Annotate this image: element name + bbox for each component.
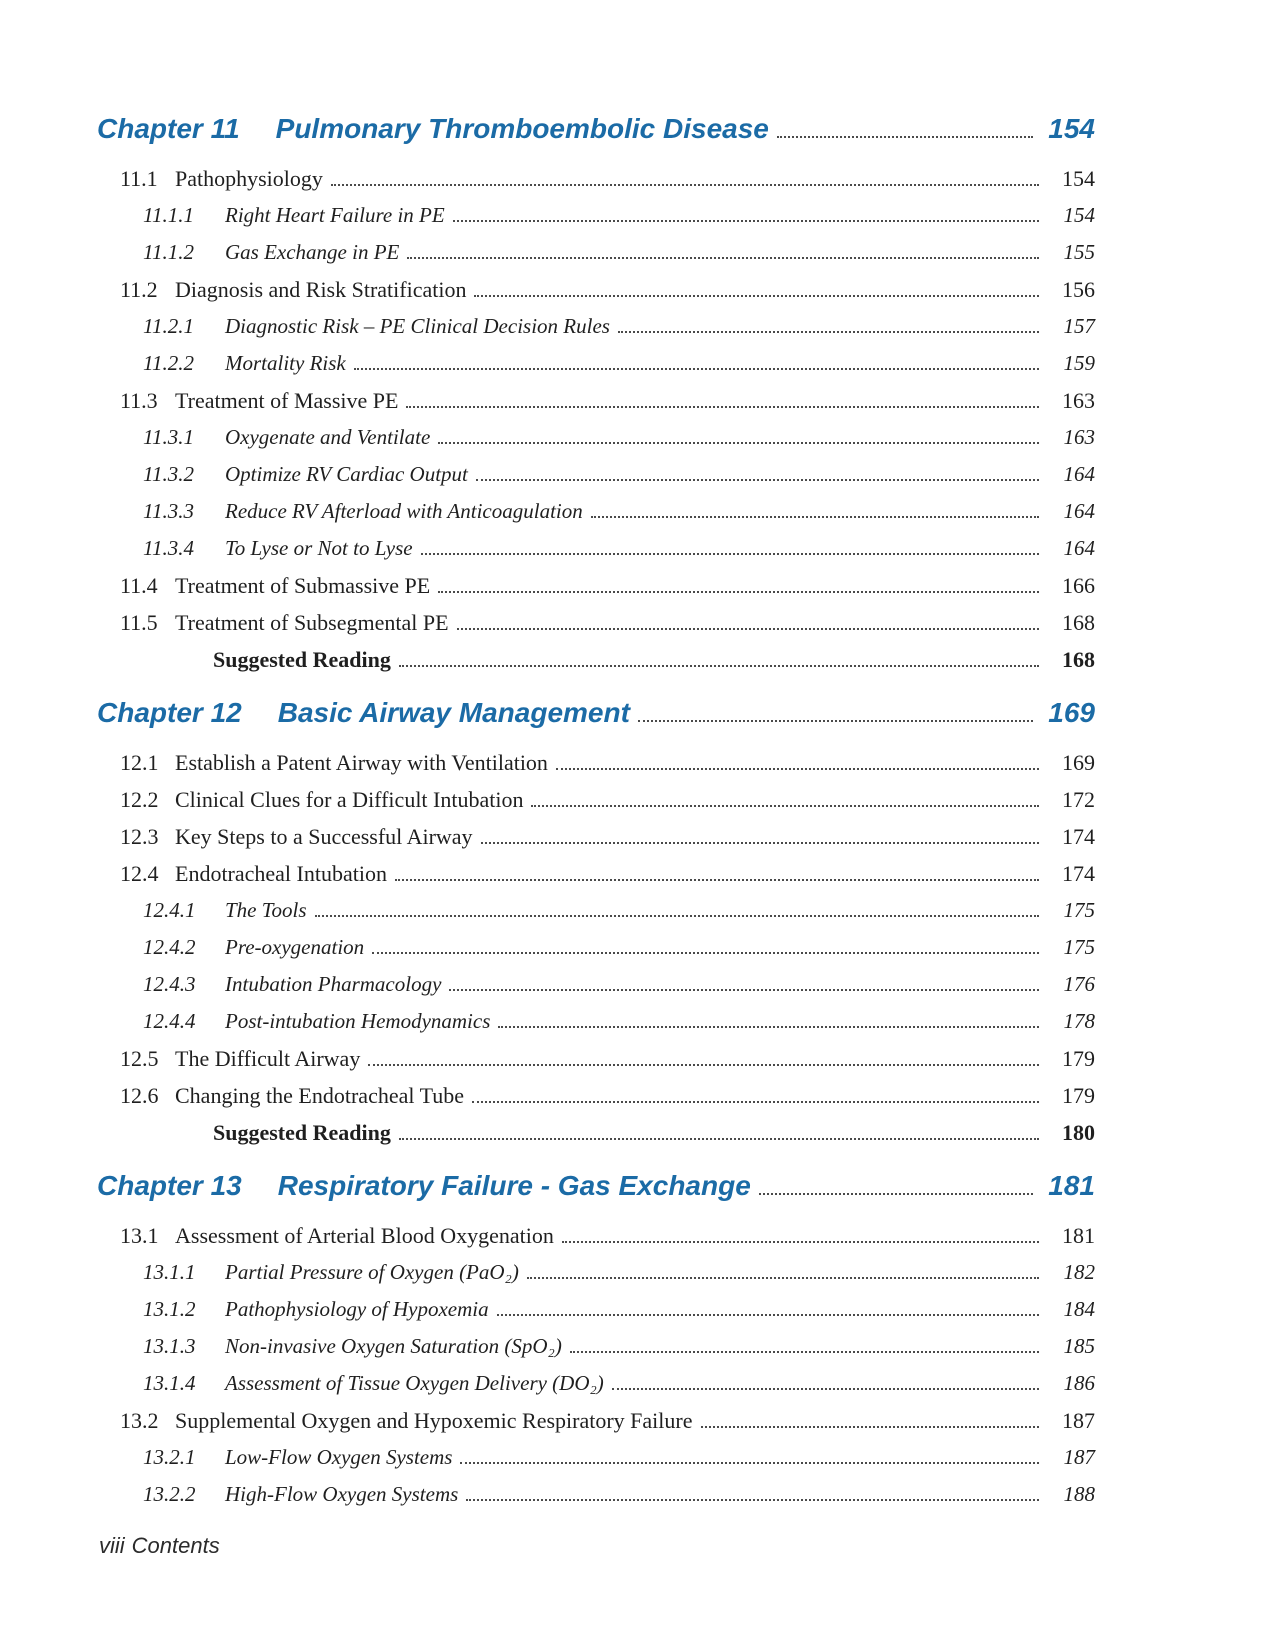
section-number: 11.3.1 bbox=[143, 425, 194, 449]
section-number: 12.2 bbox=[120, 787, 159, 812]
leader-dots bbox=[457, 628, 1039, 630]
leader-dots bbox=[331, 184, 1039, 186]
page-number: 164 bbox=[1063, 462, 1095, 486]
chapter-title: Basic Airway Management bbox=[277, 697, 630, 728]
section-number: 11.2.1 bbox=[143, 314, 194, 338]
section-number: 11.4 bbox=[120, 573, 158, 598]
leader-dots bbox=[562, 1241, 1039, 1243]
toc-entry bbox=[97, 744, 1095, 781]
section-number: 12.6 bbox=[120, 1083, 159, 1108]
leader-dots bbox=[618, 331, 1039, 333]
chapter-page-number: 154 bbox=[1048, 113, 1095, 144]
leader-dots bbox=[395, 879, 1039, 881]
section-number: 13.1.4 bbox=[143, 1371, 196, 1395]
chapter-heading bbox=[97, 1169, 1095, 1203]
leader-dots bbox=[498, 1026, 1039, 1028]
section-title: Intubation Pharmacology bbox=[225, 972, 442, 996]
toc-entry bbox=[97, 1328, 1095, 1365]
page-number: 163 bbox=[1063, 425, 1095, 449]
toc-entry bbox=[97, 1217, 1095, 1254]
page-number: 168 bbox=[1062, 647, 1095, 672]
leader-dots bbox=[438, 591, 1039, 593]
section-title: Suggested Reading bbox=[213, 647, 391, 672]
leader-dots bbox=[315, 915, 1039, 917]
section-title: Mortality Risk bbox=[225, 351, 346, 375]
section-number: 12.4.2 bbox=[143, 935, 196, 959]
toc-entry bbox=[97, 1291, 1095, 1328]
toc-entry bbox=[97, 1476, 1095, 1513]
section-title: Pathophysiology bbox=[175, 166, 323, 191]
section-title: Treatment of Massive PE bbox=[175, 388, 399, 413]
leader-dots bbox=[406, 406, 1039, 408]
toc-entry-suggested-reading bbox=[97, 641, 1095, 678]
leader-dots bbox=[701, 1426, 1040, 1428]
section-title: To Lyse or Not to Lyse bbox=[225, 536, 413, 560]
section-title: Key Steps to a Successful Airway bbox=[175, 824, 473, 849]
section-title: Partial Pressure of Oxygen (PaO₂) bbox=[225, 1260, 519, 1284]
section-title: Supplemental Oxygen and Hypoxemic Respiratory Failure bbox=[175, 1408, 693, 1433]
section-title: Establish a Patent Airway with Ventilation bbox=[175, 750, 548, 775]
page-number: 184 bbox=[1063, 1297, 1095, 1321]
chapter-number: Chapter 13 bbox=[97, 1170, 242, 1201]
leader-dots bbox=[474, 295, 1039, 297]
leader-dots bbox=[460, 1462, 1039, 1464]
section-number: 11.2.2 bbox=[143, 351, 194, 375]
toc-entry bbox=[97, 271, 1095, 308]
toc-entry bbox=[97, 160, 1095, 197]
chapter-heading bbox=[97, 112, 1095, 146]
toc-entry bbox=[97, 1254, 1095, 1291]
page-number: 166 bbox=[1062, 573, 1095, 598]
section-number: 11.1.2 bbox=[143, 240, 194, 264]
leader-dots bbox=[556, 768, 1039, 770]
section-number: 11.2 bbox=[120, 277, 158, 302]
section-title: Endotracheal Intubation bbox=[175, 861, 387, 886]
section-title: Post-intubation Hemodynamics bbox=[225, 1009, 491, 1033]
section-number: 11.1 bbox=[120, 166, 158, 191]
page-number: 154 bbox=[1062, 166, 1095, 191]
section-number: 12.4.1 bbox=[143, 898, 196, 922]
page-number: 186 bbox=[1063, 1371, 1095, 1395]
chapter-page-number: 181 bbox=[1048, 1170, 1095, 1201]
leader-dots bbox=[372, 952, 1039, 954]
section-title: Treatment of Submassive PE bbox=[175, 573, 431, 598]
section-title: Treatment of Subsegmental PE bbox=[175, 610, 449, 635]
leader-dots bbox=[777, 136, 1033, 138]
chapter-number: Chapter 11 bbox=[97, 113, 240, 144]
leader-dots bbox=[466, 1499, 1039, 1501]
section-number: 11.1.1 bbox=[143, 203, 194, 227]
leader-dots bbox=[481, 842, 1039, 844]
section-number: 12.4.3 bbox=[143, 972, 196, 996]
section-number: 11.3 bbox=[120, 388, 158, 413]
leader-dots bbox=[438, 442, 1039, 444]
leader-dots bbox=[570, 1351, 1039, 1353]
section-title: Optimize RV Cardiac Output bbox=[225, 462, 468, 486]
section-title: Non-invasive Oxygen Saturation (SpO₂) bbox=[225, 1334, 562, 1358]
toc-entry bbox=[97, 234, 1095, 271]
toc-entry bbox=[97, 1040, 1095, 1077]
toc-entry bbox=[97, 892, 1095, 929]
section-title: The Tools bbox=[225, 898, 307, 922]
section-title: Reduce RV Afterload with Anticoagulation bbox=[225, 499, 583, 523]
leader-dots bbox=[527, 1277, 1039, 1279]
section-number: 11.3.4 bbox=[143, 536, 194, 560]
leader-dots bbox=[612, 1388, 1039, 1390]
toc-entry bbox=[97, 493, 1095, 530]
toc-entry bbox=[97, 1003, 1095, 1040]
leader-dots bbox=[399, 665, 1039, 667]
chapter-number: Chapter 12 bbox=[97, 697, 242, 728]
toc-entry bbox=[97, 197, 1095, 234]
section-number: 12.3 bbox=[120, 824, 159, 849]
section-number: 13.1.3 bbox=[143, 1334, 196, 1358]
section-number: 12.1 bbox=[120, 750, 159, 775]
section-title: Oxygenate and Ventilate bbox=[225, 425, 431, 449]
page-number: 178 bbox=[1063, 1009, 1095, 1033]
leader-dots bbox=[476, 479, 1039, 481]
toc-entry bbox=[97, 456, 1095, 493]
section-number: 13.1 bbox=[120, 1223, 159, 1248]
toc-entry bbox=[97, 419, 1095, 456]
chapter-heading bbox=[97, 696, 1095, 730]
toc-entry bbox=[97, 966, 1095, 1003]
page-number: 180 bbox=[1062, 1120, 1095, 1145]
leader-dots bbox=[407, 257, 1039, 259]
toc-entry bbox=[97, 855, 1095, 892]
toc-entry-suggested-reading bbox=[97, 1114, 1095, 1151]
page-number: 187 bbox=[1063, 1445, 1095, 1469]
section-number: 12.5 bbox=[120, 1046, 159, 1071]
page-number: 157 bbox=[1063, 314, 1095, 338]
section-title: High-Flow Oxygen Systems bbox=[225, 1482, 459, 1506]
section-title: Right Heart Failure in PE bbox=[225, 203, 445, 227]
page-number: 188 bbox=[1063, 1482, 1095, 1506]
section-title: The Difficult Airway bbox=[175, 1046, 361, 1071]
toc-entry bbox=[97, 604, 1095, 641]
leader-dots bbox=[591, 516, 1039, 518]
toc-entry bbox=[97, 308, 1095, 345]
toc-entry bbox=[97, 1077, 1095, 1114]
section-title: Low-Flow Oxygen Systems bbox=[225, 1445, 453, 1469]
page-number: 154 bbox=[1063, 203, 1095, 227]
section-title: Gas Exchange in PE bbox=[225, 240, 400, 264]
page-number: 168 bbox=[1062, 610, 1095, 635]
section-number: 11.3.2 bbox=[143, 462, 194, 486]
page-number: 169 bbox=[1062, 750, 1095, 775]
page-number: 187 bbox=[1062, 1408, 1095, 1433]
chapter-page-number: 169 bbox=[1048, 697, 1095, 728]
page-number: 174 bbox=[1062, 861, 1095, 886]
page-number: 156 bbox=[1062, 277, 1095, 302]
leader-dots bbox=[453, 220, 1039, 222]
section-number: 11.5 bbox=[120, 610, 158, 635]
page-number: 175 bbox=[1063, 935, 1095, 959]
page-number: 182 bbox=[1063, 1260, 1095, 1284]
footer-page-number: viii bbox=[99, 1533, 125, 1558]
chapter-title: Respiratory Failure - Gas Exchange bbox=[277, 1170, 751, 1201]
leader-dots bbox=[354, 368, 1039, 370]
page-number: 159 bbox=[1063, 351, 1095, 375]
section-title: Assessment of Arterial Blood Oxygenation bbox=[175, 1223, 554, 1248]
toc-entry bbox=[97, 818, 1095, 855]
page-number: 185 bbox=[1063, 1334, 1095, 1358]
page-number: 176 bbox=[1063, 972, 1095, 996]
chapter-title: Pulmonary Thromboembolic Disease bbox=[275, 113, 769, 144]
page-number: 164 bbox=[1063, 499, 1095, 523]
toc-entry bbox=[97, 929, 1095, 966]
section-title: Suggested Reading bbox=[213, 1120, 391, 1145]
page-footer bbox=[99, 1533, 227, 1559]
page-number: 164 bbox=[1063, 536, 1095, 560]
toc-entry bbox=[97, 781, 1095, 818]
leader-dots bbox=[449, 989, 1039, 991]
page-number: 155 bbox=[1063, 240, 1095, 264]
section-number: 13.1.1 bbox=[143, 1260, 196, 1284]
toc-entry bbox=[97, 382, 1095, 419]
toc-entry bbox=[97, 1402, 1095, 1439]
section-title: Clinical Clues for a Difficult Intubation bbox=[175, 787, 524, 812]
page-number: 174 bbox=[1062, 824, 1095, 849]
leader-dots bbox=[497, 1314, 1039, 1316]
section-title: Assessment of Tissue Oxygen Delivery (DO₂) bbox=[225, 1371, 604, 1395]
toc-entry bbox=[97, 1439, 1095, 1476]
toc-entry bbox=[97, 345, 1095, 382]
section-title: Pre-oxygenation bbox=[225, 935, 365, 959]
page-number: 179 bbox=[1062, 1083, 1095, 1108]
section-number: 13.2 bbox=[120, 1408, 159, 1433]
toc-entry bbox=[97, 1365, 1095, 1402]
page-number: 181 bbox=[1062, 1223, 1095, 1248]
table-of-contents bbox=[97, 112, 1095, 1513]
footer-section-label: Contents bbox=[131, 1533, 220, 1558]
section-title: Diagnosis and Risk Stratification bbox=[175, 277, 467, 302]
section-title: Changing the Endotracheal Tube bbox=[175, 1083, 465, 1108]
section-number: 13.1.2 bbox=[143, 1297, 196, 1321]
section-number: 12.4.4 bbox=[143, 1009, 196, 1033]
section-number: 12.4 bbox=[120, 861, 159, 886]
section-number: 13.2.1 bbox=[143, 1445, 196, 1469]
section-title: Diagnostic Risk – PE Clinical Decision Rules bbox=[225, 314, 610, 338]
toc-entry bbox=[97, 530, 1095, 567]
leader-dots bbox=[531, 805, 1039, 807]
leader-dots bbox=[399, 1138, 1039, 1140]
page-number: 163 bbox=[1062, 388, 1095, 413]
leader-dots bbox=[638, 720, 1033, 722]
page-number: 172 bbox=[1062, 787, 1095, 812]
toc-entry bbox=[97, 567, 1095, 604]
leader-dots bbox=[759, 1193, 1033, 1195]
section-title: Pathophysiology of Hypoxemia bbox=[225, 1297, 489, 1321]
leader-dots bbox=[368, 1064, 1039, 1066]
page-number: 175 bbox=[1063, 898, 1095, 922]
page-number: 179 bbox=[1062, 1046, 1095, 1071]
leader-dots bbox=[472, 1101, 1039, 1103]
leader-dots bbox=[421, 553, 1039, 555]
section-number: 11.3.3 bbox=[143, 499, 194, 523]
section-number: 13.2.2 bbox=[143, 1482, 196, 1506]
